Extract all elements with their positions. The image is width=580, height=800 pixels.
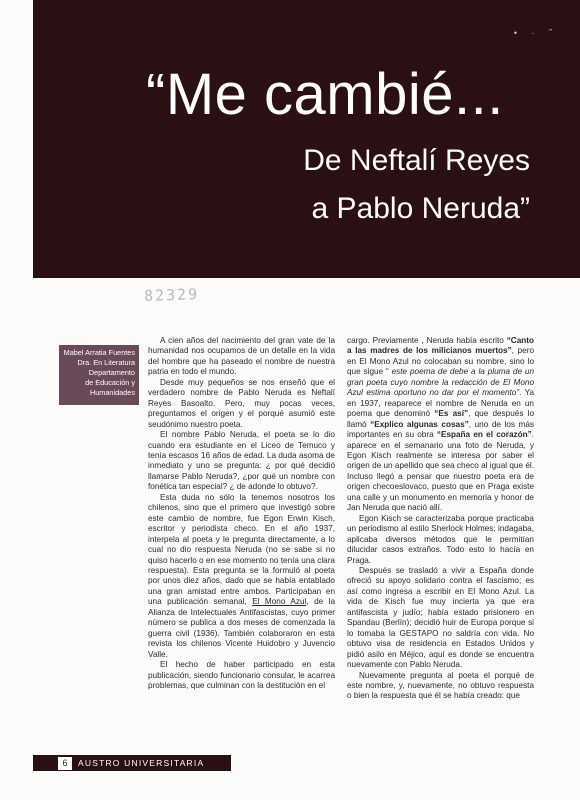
author-box (59, 345, 139, 405)
text-run: cargo. Previamente , Neruda había escrito (347, 336, 507, 345)
text-run: , que después lo llamó (347, 409, 534, 429)
paragraph: Después se trasladó a vivir a España donde ofreció su apoyo solidario contra el fascismo; es así como ingresa a escribir en El Mono Azul. La vida de Kisch fue muy incierta ya que era antifascista y judío; había estado prisionero en Spandau (Berlín); decidió huir de Europa porque si lo tomaba la GESTAPO no saldría con vida. No obtuvo visa de residencia en Estados Unidos y pidió asilo en Méjico, aquí es donde se encuentra nuevamente con Pablo Neruda. (347, 565, 534, 670)
banner-marks: • · ˝ (513, 28, 558, 38)
text-run: Esta duda no sólo la tenemos nosotros los chilenos, sino que el primero que investigó sobre este cambio de nombre, fue Egon Erwin Kisch, escritor y periodista checo. En el año 1937, interpela al poeta y le pregunta directamente, a lo cual no dio respuesta Neruda (no se sabe si no quiso hacerlo o en ese momento no tenía una clara respuesta). Esta pregunta se la formuló al poeta por unos diez años, dado que se había entablado una gran amistad entre ambos. Participaban en una publicación semanal, (148, 492, 335, 607)
text-run: , uno de los más importantes en su obra (347, 419, 535, 440)
paragraph: Desde muy pequeños se nos enseñó que el verdadero nombre de Pablo Neruda es Neftalí Reyes Basoalto. Pero, muy pocas veces, preguntamos el origen y el porqué asumió este seudónimo nuestro poeta. (148, 377, 335, 429)
author-department-line3: Humanidades (89, 388, 135, 398)
book-title: “España en el corazón” (436, 430, 532, 440)
text-run: , de la Alianza de Intelectuales Antifascistas, cuyo primer número se publica a dos meses de comenzada la guerra civil (1936). También colaboraron en esta revista los chilenos Vicente Huidobro y Juvencio Valle. (148, 597, 335, 659)
author-department-line2: de Educación y (85, 378, 135, 388)
paragraph: Nuevamente pregunta al poeta el porqué de este nombre, y, nuevamente, no obtuvo respuesta o bien la respuesta que él se había creado: que (347, 670, 534, 701)
article-column-2 (347, 336, 534, 702)
handwritten-stamp: 82329 (143, 285, 200, 305)
title-line-1: “Me cambié... (146, 62, 504, 127)
poem-title: “Explico algunas cosas” (370, 419, 469, 429)
title-line-2: De Neftalí Reyes (303, 144, 530, 177)
article-column-1 (148, 336, 335, 691)
paragraph (148, 493, 335, 660)
author-department: Departamento (88, 368, 135, 378)
paragraph: El nombre Pablo Neruda, el poeta se lo dio cuando era estudiante en el Liceo de Temuco y tenía escasos 16 años de edad. La duda asoma de inmediato y uno se pregunta: ¿ por qué decidió llamarse Pablo Neruda?, ¿por qué un nombre con fonética tan especial? ¿ de adonde lo obtuvo?. (148, 430, 335, 492)
title-line-3: a Pablo Neruda” (311, 192, 530, 225)
paragraph: Egon Kisch se caracterizaba porque practicaba un periodismo al estilo Sherlock Holmes; indagaba, aplicaba diversos métodos que le permitían dilucidar casos extraños. Todo esto lo hacía en Praga. (347, 513, 534, 565)
quote: este poema de debe a la pluma de un gran poeta cuyo nombre la redacción de El Mono Azul estima oportuno no dar por el momento” (347, 367, 534, 398)
paragraph: El hecho de haber participado en esta publicación, siendo funcionario consular, le acarrea problemas, que culminan con la destitución en el (148, 660, 335, 690)
text-run: , pero en El Mono Azul no colocaban su nombre, sino lo que sigue “ (347, 346, 534, 377)
paragraph (347, 336, 534, 514)
title-banner (33, 0, 580, 278)
author-name: Mabel Arratia Fuentes (63, 348, 135, 357)
publication-label: AUSTRO UNIVERSITARIA (78, 758, 205, 768)
text-run: . Ya en 1937, reaparece el nombre de Neruda en un poema que denominó (347, 388, 534, 419)
poem-title: “Canto a las madres de los milicianos muertos” (347, 336, 534, 356)
page-number: 6 (58, 757, 72, 770)
author-degree: Dra. En Literatura (77, 358, 135, 368)
publication-name: El Mono Azul (252, 597, 307, 607)
paragraph: A cien años del nacimiento del gran vate de la humanidad nos ocupamos de un detalle en la vida del hombre que ha paseado el nombre de nuestra patria en todo el mundo. (148, 336, 335, 377)
poem-title: “Es así” (434, 409, 469, 419)
text-run: . aparece en el semanario una foto de Neruda, y Egon Kisch realmente se interesa por saber el origen de un apellido que sea checo al igual que él. Incluso llegó a pensar que nuestro poeta era de origen checoeslovaco, puesto que en Praga existe una calle y un monumento en memoria y honor de Jan Neruda que nació allí. (347, 430, 534, 513)
